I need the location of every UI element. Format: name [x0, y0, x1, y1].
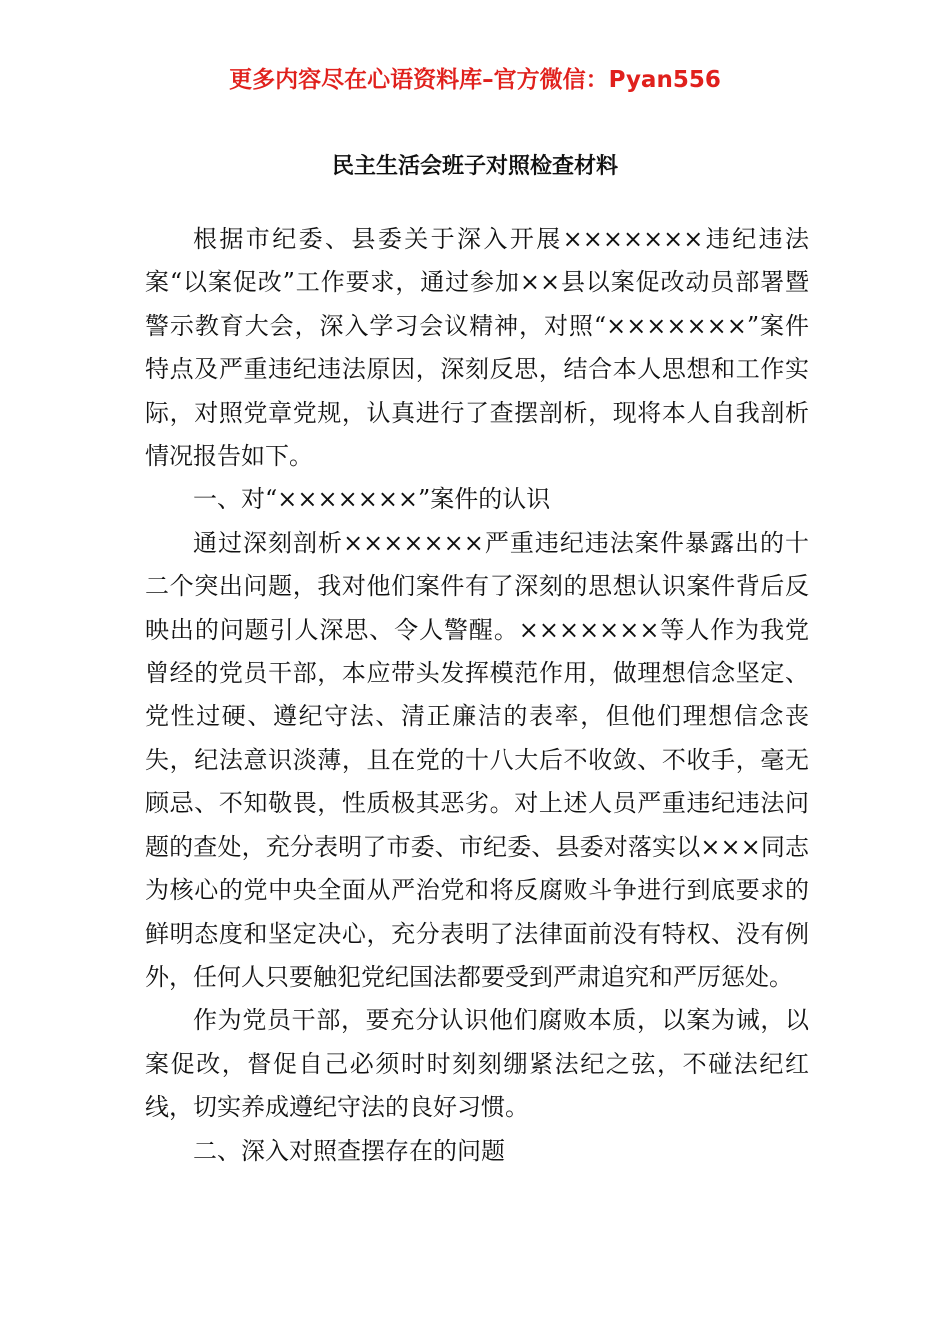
intro-paragraph: 根据市纪委、县委关于深入开展×××××××违纪违法案“以案促改”工作要求，通过参加××县以案促改动员部署暨警示教育大会，深入学习会议精神，对照“×××××××”案件特点及严重违纪违法原因，深刻反思，结合本人思想和工作实际，对照党章党规，认真进行了查摆剖析，现将本人自我剖析情况报告如下。 [145, 225, 809, 471]
body-paragraph: 作为党员干部，要充分认识他们腐败本质，以案为诫，以案促改，督促自己必须时时刻刻绷紧法纪之弦，不碰法纪红线，切实养成遵纪守法的良好习惯。 [145, 1006, 809, 1122]
body-paragraph: 通过深刻剖析×××××××严重违纪违法案件暴露出的十二个突出问题，我对他们案件有了深刻的思想认识案件背后反映出的问题引人深思、令人警醒。×××××××等人作为我党曾经的党员干部，本应带头发挥模范作用，做理想信念坚定、党性过硬、遵纪守法、清正廉洁的表率，但他们理想信念丧失，纪法意识淡薄，且在党的十八大后不收敛、不收手，毫无顾忌、不知敬畏，性质极其恶劣。对上述人员严重违纪违法问题的查处，充分表明了市委、市纪委、县委对落实以×××同志为核心的党中央全面从严治党和将反腐败斗争进行到底要求的鲜明态度和坚定决心，充分表明了法律面前没有特权、没有例外，任何人只要触犯党纪国法都要受到严肃追究和严厉惩处。 [145, 528, 809, 991]
document-body [145, 218, 809, 1173]
document-title: 民主生活会班子对照检查材料 [331, 153, 618, 179]
watermark-banner: 更多内容尽在心语资料库–官方微信：Pyan556 [229, 67, 721, 93]
section-heading-2: 二、深入对照查摆存在的问题 [193, 1136, 505, 1165]
section-heading-1: 一、对“×××××××”案件的认识 [193, 485, 551, 514]
